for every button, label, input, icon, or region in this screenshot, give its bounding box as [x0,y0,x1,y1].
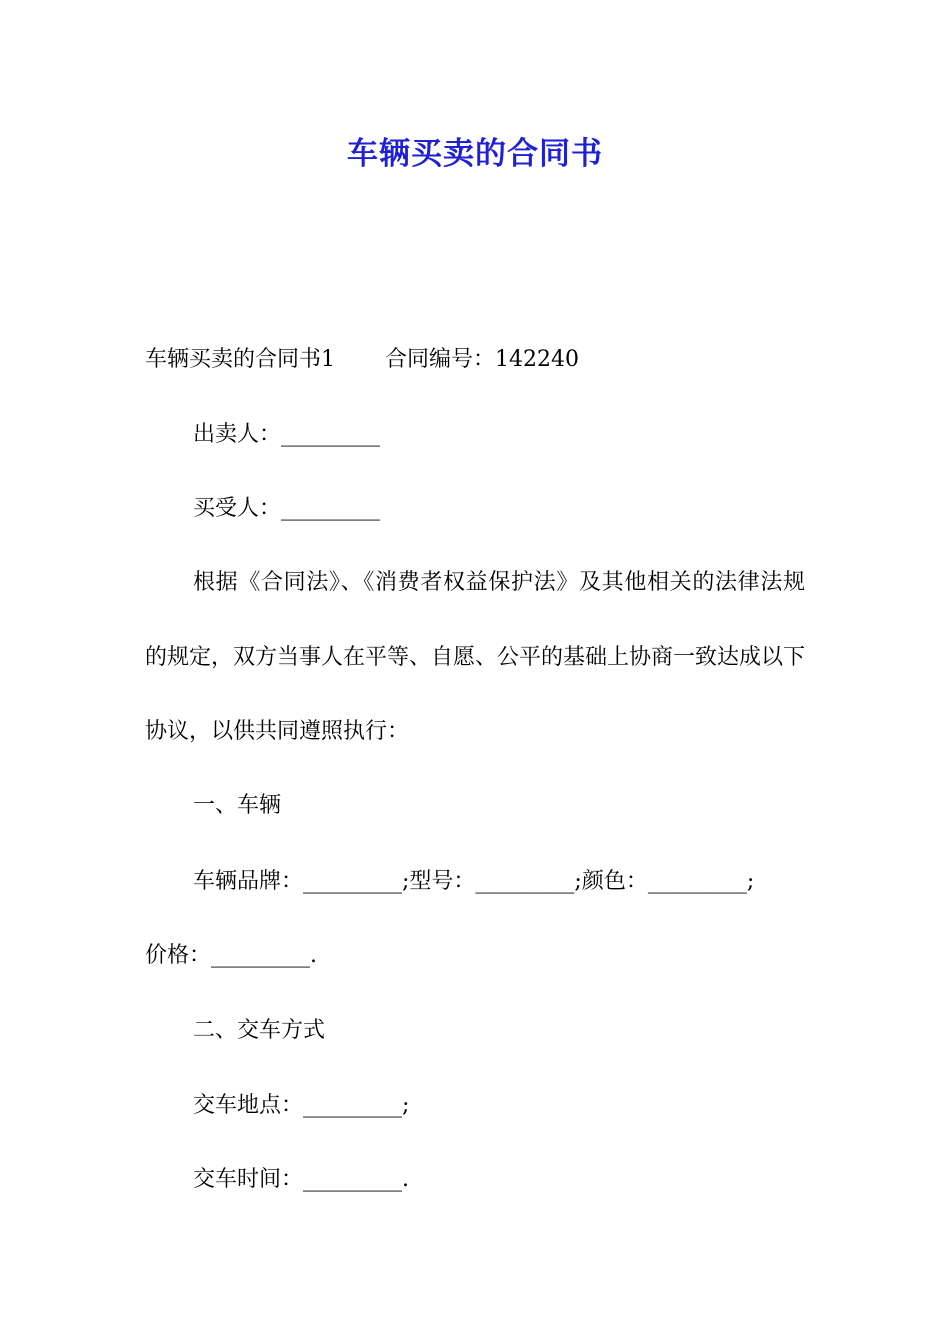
section-1-heading: 一、车辆 [193,793,282,818]
price-line: 价格：_________. [145,943,317,968]
preamble-paragraph: 根据《合同法》、《消费者权益保护法》及其他相关的法律法规的规定，双方当事人在平等、自愿、公平的基础上协商一致达成以下协议，以供共同遵照执行： [145,570,806,744]
vehicle-info-line: 车辆品牌：_________;型号：_________;颜色：_________; [193,869,755,894]
contract-number: 142240 [495,347,579,372]
document-title: 车辆买卖的合同书 [347,136,603,172]
buyer-line: 买受人：_________ [193,496,381,521]
section-2-heading: 二、交车方式 [193,1018,326,1043]
seller-line: 出卖人：_________ [193,422,381,447]
delivery-place-line: 交车地点：_________; [193,1093,410,1118]
delivery-time-line: 交车时间：_________. [193,1167,409,1192]
section-title: 车辆买卖的合同书1 [145,347,335,372]
contract-header-line [145,345,579,375]
contract-number-label: 合同编号： [385,347,496,372]
